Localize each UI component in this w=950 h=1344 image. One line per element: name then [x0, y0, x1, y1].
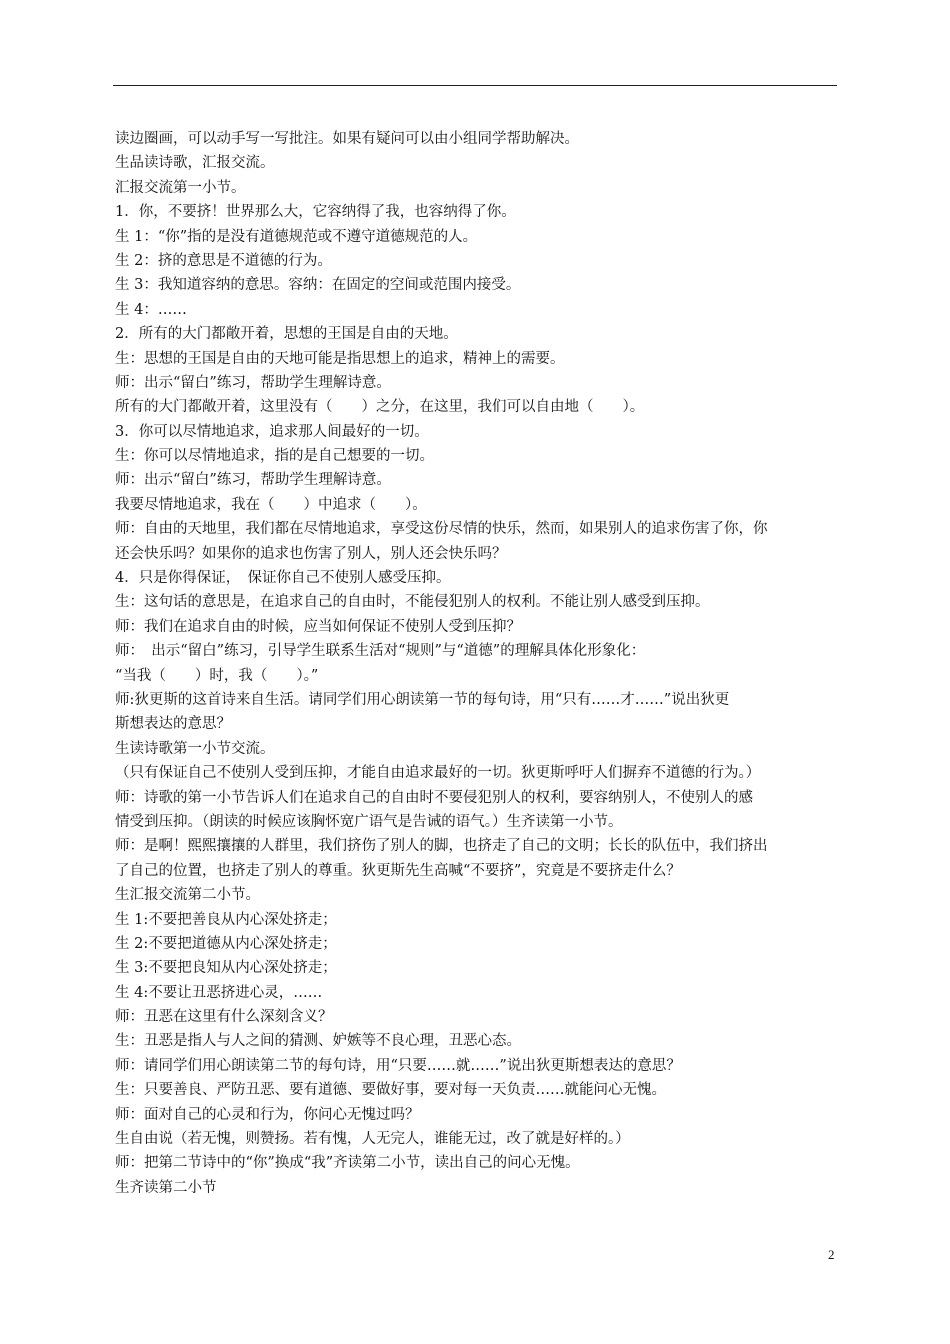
text-line: 生 1：“你”指的是没有道德规范或不遵守道德规范的人。	[115, 228, 478, 245]
text-line: 生读诗歌第一小节交流。	[115, 740, 275, 757]
text-line: 生 3:不要把良知从内心深处挤走；	[115, 960, 337, 977]
header-rule	[113, 85, 837, 86]
text-line: 生 2:不要把道德从内心深处挤走；	[115, 935, 337, 952]
text-line: 师：请同学们用心朗读第二节的每句诗，用“只要……就……”说出狄更斯想表达的意思？	[115, 1057, 681, 1074]
text-line: 师:狄更斯的这首诗来自生活。请同学们用心朗读第一节的每句诗，用“只有……才……”说出狄更	[115, 691, 730, 708]
text-line: 3．你可以尽情地追求，追求那人间最好的一切。	[115, 423, 429, 440]
text-line: 汇报交流第一小节。	[115, 179, 246, 196]
text-line: 4．只是你得保证， 保证你自己不使别人感受压抑。	[115, 570, 451, 587]
text-line: 师：是啊！熙熙攘攘的人群里，我们挤伤了别人的脚，也挤走了自己的文明；长长的队伍中，我们挤出	[115, 838, 768, 855]
text-line: 师：诗歌的第一小节告诉人们在追求自己的自由时不要侵犯别人的权利，要容纳别人，不使别人的感	[115, 789, 753, 806]
text-line: 生 2：挤的意思是不道德的行为。	[115, 252, 332, 269]
text-line: 生 3：我知道容纳的意思。容纳：在固定的空间或范围内接受。	[115, 277, 521, 294]
text-line: 斯想表达的意思？	[115, 716, 231, 733]
text-line: 生自由说（若无愧，则赞扬。若有愧，人无完人，谁能无过，改了就是好样的。）	[115, 1131, 630, 1148]
text-line: 情受到压抑。（朗读的时候应该胸怀宽广语气是告诫的语气。）生齐读第一小节。	[115, 813, 623, 830]
text-line: 师：丑恶在这里有什么深刻含义？	[115, 1009, 333, 1026]
text-line: 生汇报交流第二小节。	[115, 887, 260, 904]
text-line: 师：出示“留白”练习，帮助学生理解诗意。	[115, 472, 391, 489]
text-line: 还会快乐吗？如果你的追求也伤害了别人，别人还会快乐吗？	[115, 545, 507, 562]
text-line: 读边圈画，可以动手写一写批注。如果有疑问可以由小组同学帮助解决。	[115, 131, 579, 147]
text-line: 师： 出示“留白”练习，引导学生联系生活对“规则”与“道德”的理解具体化形象化：	[115, 643, 646, 660]
text-line: 了自己的位置，也挤走了别人的尊重。狄更斯先生高喊“不要挤”，究竟是不要挤走什么？	[115, 862, 681, 879]
text-line: 生品读诗歌，汇报交流。	[115, 155, 275, 172]
text-line: 师：我们在追求自由的时候，应当如何保证不使别人受到压抑？	[115, 618, 521, 635]
text-line: 师：出示“留白”练习，帮助学生理解诗意。	[115, 374, 391, 391]
text-line: 生：丑恶是指人与人之间的猜测、妒嫉等不良心理，丑恶心态。	[115, 1033, 521, 1050]
text-line: 生：这句话的意思是，在追求自己的自由时，不能侵犯别人的权利。不能让别人感受到压抑。	[115, 594, 710, 611]
text-line: 师：自由的天地里，我们都在尽情地追求，享受这份尽情的快乐，然而，如果别人的追求伤害了你，你	[115, 521, 768, 538]
text-line: 师：把第二节诗中的“你”换成“我”齐读第二小节，读出自己的问心无愧。	[115, 1155, 580, 1172]
text-line: 1．你，不要挤！世界那么大，它容纳得了我，也容纳得了你。	[115, 204, 516, 221]
text-line: 生齐读第二小节	[115, 1179, 217, 1196]
text-line: 生 4：……	[115, 301, 187, 318]
text-line: （只有保证自己不使别人受到压抑，才能自由追求最好的一切。狄更斯呼吁人们摒弃不道德的行为。）	[115, 765, 761, 782]
text-line: 我要尽情地追求，我在（ ）中追求（ ）。	[115, 496, 427, 513]
text-line: 生：你可以尽情地追求，指的是自己想要的一切。	[115, 448, 434, 465]
text-line: 2．所有的大门都敞开着，思想的王国是自由的天地。	[115, 326, 458, 343]
text-line: 生 4:不要让丑恶挤进心灵，……	[115, 984, 323, 1001]
text-line: 生：只要善良、严防丑恶、要有道德、要做好事，要对每一天负责……就能问心无愧。	[115, 1082, 666, 1099]
document-body	[115, 127, 840, 1200]
text-line: “当我（ ）时，我（ ）。”	[115, 667, 319, 684]
text-line: 生：思想的王国是自由的天地可能是指思想上的追求，精神上的需要。	[115, 350, 565, 367]
text-line: 生 1:不要把善良从内心深处挤走；	[115, 911, 337, 928]
text-line: 师：面对自己的心灵和行为，你问心无愧过吗？	[115, 1106, 420, 1123]
page-number: 2	[828, 1247, 835, 1262]
text-line: 所有的大门都敞开着，这里没有（ ）之分，在这里，我们可以自由地（ ）。	[115, 399, 645, 416]
